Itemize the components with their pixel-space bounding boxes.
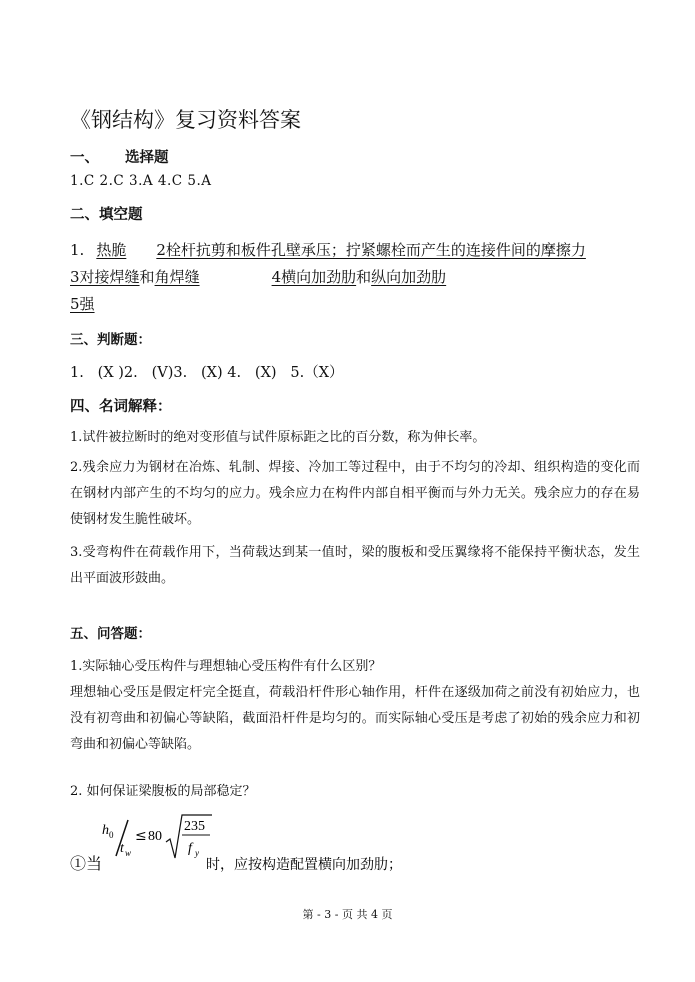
formula-prefix: ①当 bbox=[70, 854, 103, 873]
fill-answer-row-1 bbox=[70, 239, 586, 260]
heading-number: 一、 bbox=[70, 150, 99, 166]
formula-h-sub: 0 bbox=[109, 830, 114, 840]
formula-f: f bbox=[188, 841, 192, 856]
fill-answer-row-2 bbox=[70, 266, 446, 287]
fill-q3-and: 和 bbox=[139, 268, 155, 286]
document-title: 《钢结构》复习资料答案 bbox=[70, 108, 301, 132]
term-paragraph-2: 2.残余应力为钢材在冶炼、轧制、焊接、冷加工等过程中，由于不均匀的冷却、组织构造的变化而在钢材内部产生的不均匀的应力。残余应力在构件内部自相平衡而与外力无关。残余应力的存在易使钢材发生脆性破坏。 bbox=[70, 460, 640, 527]
section-heading-qa: 五、问答题： bbox=[70, 626, 151, 642]
fill-answer-row-3 bbox=[70, 293, 95, 314]
choice-answers: 1.C 2.C 3.A 4.C 5.A bbox=[70, 173, 212, 189]
term-paragraph-1: 1.试件被拉断时的绝对变形值与试件原标距之比的百分数，称为伸长率。 bbox=[70, 430, 486, 445]
fill-q1-number: 1. bbox=[70, 241, 85, 259]
qa-question-1: 1.实际轴心受压构件与理想轴心受压构件有什么区别？ bbox=[70, 659, 382, 674]
stability-formula-line bbox=[66, 812, 626, 878]
fill-q4-and: 和 bbox=[356, 268, 372, 286]
formula-t: t bbox=[120, 841, 124, 856]
stability-formula bbox=[66, 812, 626, 878]
section-heading-judge: 三、判断题： bbox=[70, 332, 151, 348]
qa-question-2: 2. 如何保证梁腹板的局部稳定？ bbox=[70, 784, 256, 799]
formula-num: 235 bbox=[184, 819, 205, 834]
formula-suffix: 时，应按构造配置横向加劲肋； bbox=[206, 857, 402, 873]
section-heading-terms: 四、名词解释： bbox=[70, 399, 172, 415]
formula-f-sub: y bbox=[195, 848, 199, 858]
fill-q1-answer: 热脆 bbox=[96, 241, 127, 259]
judge-answers: 1. (X )2. (V)3. (X) 4. (X) 5.（X） bbox=[70, 365, 344, 381]
fill-q3-answer-a: 3对接焊缝 bbox=[70, 268, 140, 286]
section-heading-choice bbox=[70, 146, 169, 167]
heading-text: 选择题 bbox=[125, 150, 169, 166]
qa-answer-1: 理想轴心受压是假定杆完全挺直，荷载沿杆件形心轴作用，杆件在逐级加荷之前没有初始应力，也没有初弯曲和初偏心等缺陷，截面沿杆件是均匀的。而实际轴心受压是考虑了初始的残余应力和初弯曲和初偏心等缺陷。 bbox=[70, 685, 640, 752]
formula-h: h bbox=[102, 823, 109, 838]
formula-coef: 80 bbox=[148, 829, 162, 844]
formula-t-sub: w bbox=[125, 848, 132, 858]
page-footer: 第 - 3 - 页 共 4 页 bbox=[302, 908, 393, 921]
fill-q4-answer-b: 纵向加劲肋 bbox=[371, 268, 447, 286]
fill-q4-answer-a: 4横向加劲肋 bbox=[271, 268, 357, 286]
fill-q2-answer: 2栓杆抗剪和板件孔壁承压；拧紧螺栓而产生的连接件间的摩擦力 bbox=[156, 241, 586, 259]
section-heading-fill: 二、填空题 bbox=[70, 207, 143, 223]
formula-le: ≤ bbox=[135, 828, 147, 844]
term-paragraph-3: 3.受弯构件在荷载作用下，当荷载达到某一值时，梁的腹板和受压翼缘将不能保持平衡状态，发生出平面波形鼓曲。 bbox=[70, 545, 640, 586]
fill-q5-answer: 5强 bbox=[70, 295, 95, 313]
fill-q3-answer-b: 角焊缝 bbox=[154, 268, 200, 286]
